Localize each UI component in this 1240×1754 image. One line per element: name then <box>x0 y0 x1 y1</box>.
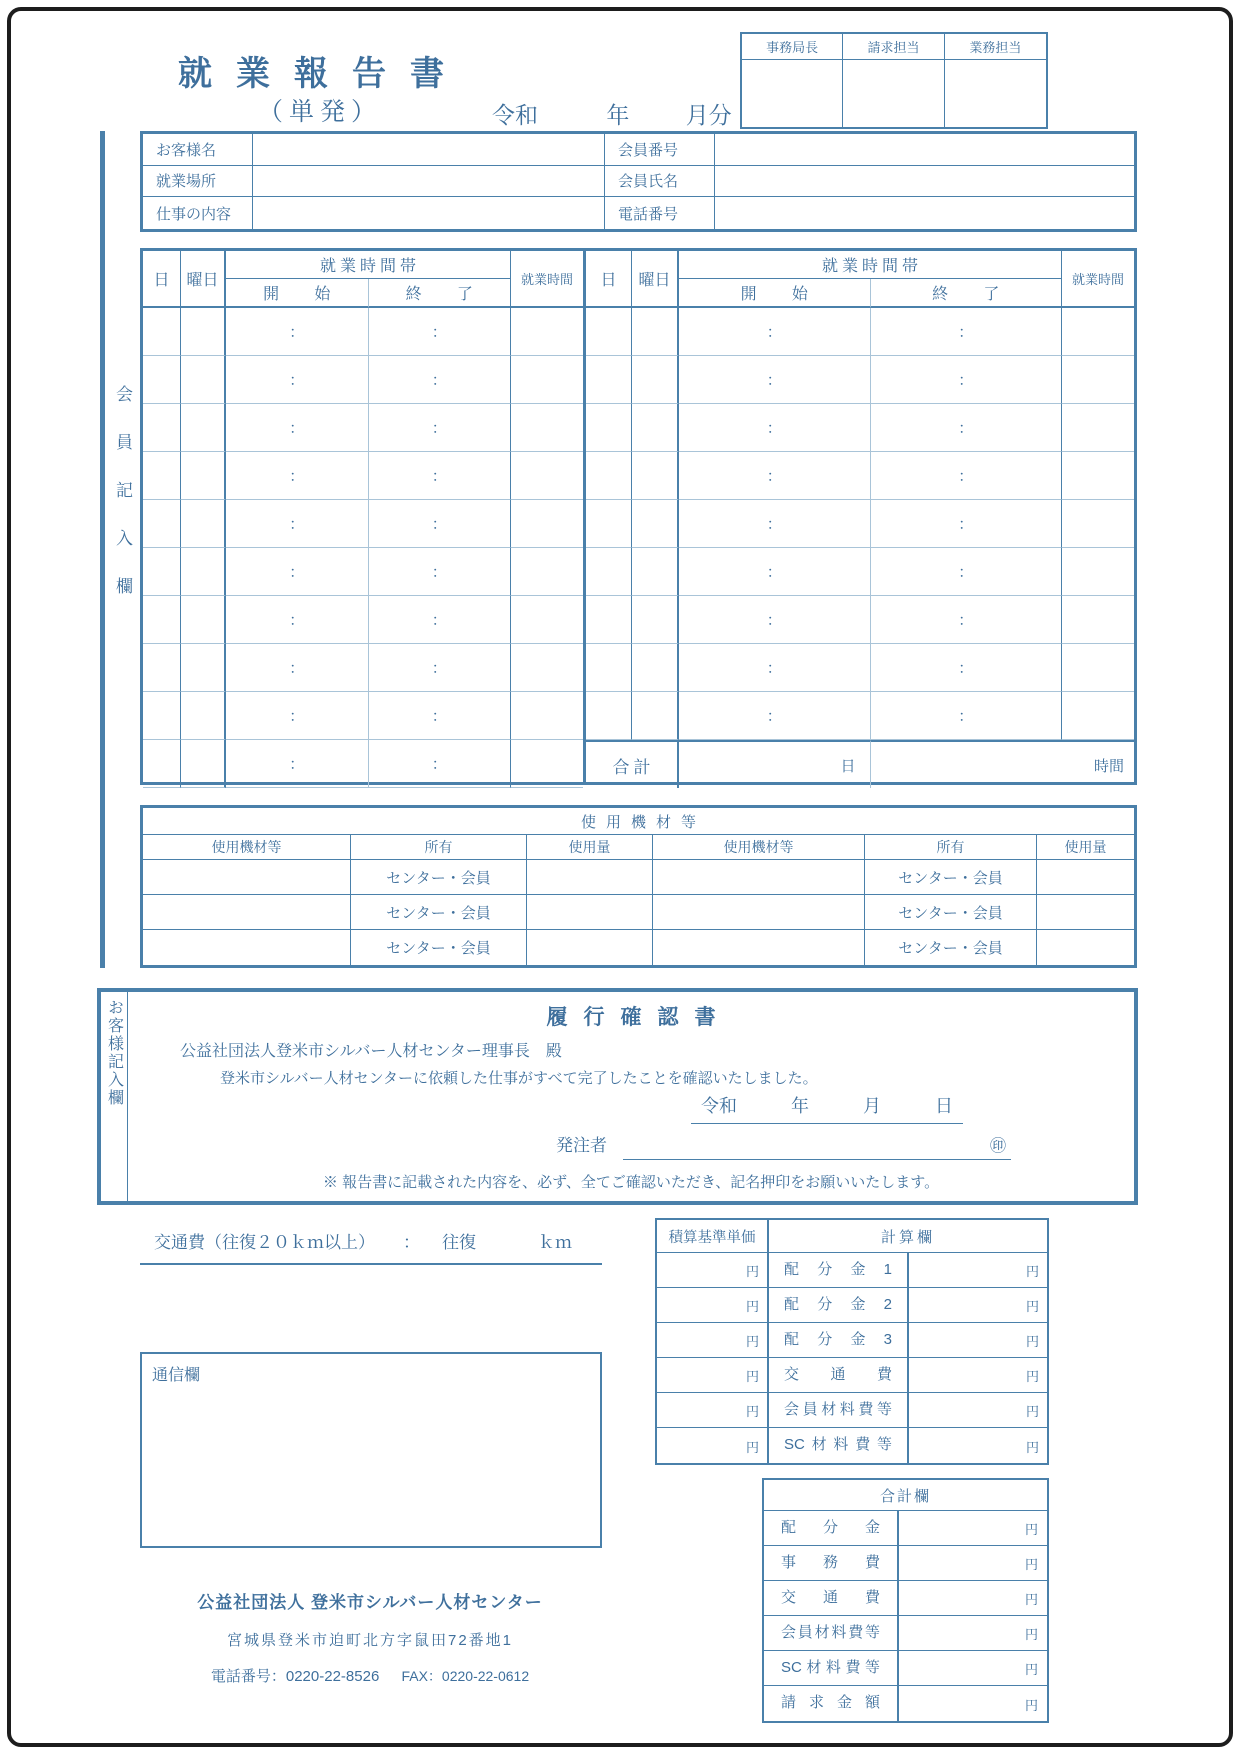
ownership-option[interactable]: センター・会員 <box>865 860 1037 895</box>
equipment-table-title: 使用機材等 <box>143 808 1134 835</box>
time-weekday-cell[interactable] <box>181 404 226 452</box>
stamp-header-billing: 請求担当 <box>843 34 944 60</box>
time-table-right-half <box>583 251 1134 782</box>
equipment-usage-header: 使用量 <box>1037 835 1134 860</box>
stamp-header-secretary-general: 事務局長 <box>742 34 843 60</box>
time-hours-cell[interactable] <box>511 596 583 644</box>
calc-row-label: 配分金2 <box>769 1288 909 1323</box>
ownership-option[interactable]: センター・会員 <box>351 930 527 965</box>
time-hours-cell[interactable] <box>511 740 583 788</box>
time-start-cell[interactable]: ： <box>226 500 369 548</box>
time-weekday-cell[interactable] <box>632 452 679 500</box>
time-weekday-cell[interactable] <box>181 500 226 548</box>
time-hours-cell[interactable] <box>511 452 583 500</box>
end-column-header: 終了 <box>369 279 512 308</box>
start-column-header: 開始 <box>226 279 369 308</box>
time-weekday-cell[interactable] <box>632 500 679 548</box>
time-end-cell[interactable]: ： <box>871 692 1063 740</box>
time-day-cell[interactable] <box>586 692 632 740</box>
unit-price-header: 積算基準単価 <box>657 1220 769 1253</box>
time-weekday-cell[interactable] <box>632 548 679 596</box>
total-row-label: 合計 <box>586 740 679 788</box>
time-start-cell[interactable]: ： <box>679 500 871 548</box>
time-end-cell[interactable]: ： <box>871 356 1063 404</box>
time-weekday-cell[interactable] <box>632 644 679 692</box>
unit-price-yen-cell[interactable]: 円 <box>657 1288 769 1323</box>
ownership-option[interactable]: センター・会員 <box>351 895 527 930</box>
time-hours-cell[interactable] <box>1062 644 1134 692</box>
equipment-usage-cell[interactable] <box>527 930 653 965</box>
calc-row-label: 交通費 <box>769 1358 909 1393</box>
equipment-owner-header: 所有 <box>351 835 527 860</box>
member-number-label: 会員番号 <box>605 134 715 166</box>
time-weekday-cell[interactable] <box>181 308 226 356</box>
time-end-cell[interactable]: ： <box>369 644 512 692</box>
work-time-table <box>140 248 1137 785</box>
equipment-table <box>140 805 1137 968</box>
member-number-field[interactable] <box>715 134 1134 166</box>
phone-number-field[interactable] <box>715 197 1134 229</box>
time-day-cell[interactable] <box>143 596 181 644</box>
total-amount-yen-cell[interactable]: 円 <box>899 1581 1047 1616</box>
calc-row-label: SC材料費等 <box>769 1428 909 1463</box>
time-day-cell[interactable] <box>143 548 181 596</box>
orderer-signature-line[interactable] <box>623 1130 1011 1160</box>
time-weekday-cell[interactable] <box>632 356 679 404</box>
date-year-label: 年 <box>791 1096 809 1116</box>
time-end-cell[interactable]: ： <box>871 500 1063 548</box>
total-row-label: 会員材料費等 <box>764 1616 899 1651</box>
era-date-line <box>492 97 732 130</box>
equipment-name-cell[interactable] <box>653 895 865 930</box>
organization-address: 宮城県登米市迫町北方字鼠田72番地1 <box>226 1632 514 1649</box>
total-amount-yen-cell[interactable]: 円 <box>899 1511 1047 1546</box>
memo-box[interactable] <box>140 1352 602 1548</box>
member-name-label: 会員氏名 <box>605 166 715 198</box>
calc-amount-yen-cell[interactable]: 円 <box>909 1393 1047 1428</box>
unit-price-yen-cell[interactable]: 円 <box>657 1428 769 1463</box>
total-hours-unit[interactable]: 時間 <box>871 740 1135 788</box>
time-start-cell[interactable]: ： <box>226 644 369 692</box>
time-start-cell[interactable]: ： <box>679 404 871 452</box>
time-start-cell[interactable]: ： <box>679 548 871 596</box>
equipment-usage-cell[interactable] <box>1037 895 1134 930</box>
calculation-header: 計算欄 <box>769 1220 1047 1253</box>
total-row-label: 交通費 <box>764 1581 899 1616</box>
unit-price-yen-cell[interactable]: 円 <box>657 1323 769 1358</box>
equipment-owner-header: 所有 <box>865 835 1037 860</box>
phone-number: 電話番号：0220-22-8526 <box>210 1668 380 1685</box>
ownership-option[interactable]: センター・会員 <box>351 860 527 895</box>
time-hours-cell[interactable] <box>511 692 583 740</box>
organization-name: 公益社団法人 登米市シルバー人材センター <box>197 1593 543 1612</box>
roundtrip-label: 往復 <box>442 1233 476 1252</box>
time-band-header: 就業時間帯 <box>226 251 511 279</box>
time-day-cell[interactable] <box>586 644 632 692</box>
time-day-cell[interactable] <box>586 404 632 452</box>
calc-amount-yen-cell[interactable]: 円 <box>1025 1440 1039 1455</box>
time-day-cell[interactable] <box>143 308 181 356</box>
transport-fee-label: 交通費（往復２０ｋｍ以上） <box>154 1233 375 1252</box>
time-hours-cell[interactable] <box>1062 596 1134 644</box>
era-label: 令和 <box>492 102 538 128</box>
calc-amount-yen-cell[interactable]: 円 <box>909 1288 1047 1323</box>
time-day-cell[interactable] <box>586 596 632 644</box>
time-start-cell[interactable]: ： <box>226 740 369 788</box>
memo-box-label: 通信欄 <box>152 1367 201 1384</box>
time-hours-cell[interactable] <box>1062 500 1134 548</box>
time-end-cell[interactable]: ： <box>369 308 512 356</box>
time-day-cell[interactable] <box>143 356 181 404</box>
date-era-label: 令和 <box>701 1096 737 1116</box>
time-band-header: 就業時間帯 <box>679 251 1062 279</box>
customer-section-side-strip <box>101 992 128 1201</box>
time-weekday-cell[interactable] <box>632 596 679 644</box>
total-days-unit[interactable]: 日 <box>679 740 871 788</box>
time-start-cell[interactable]: ： <box>679 644 871 692</box>
customer-section-side-label: お客様記入欄 <box>105 999 123 1107</box>
time-day-cell[interactable] <box>143 404 181 452</box>
time-hours-cell[interactable] <box>1062 692 1134 740</box>
time-weekday-cell[interactable] <box>181 740 226 788</box>
time-day-cell[interactable] <box>143 644 181 692</box>
time-hours-cell[interactable] <box>1062 548 1134 596</box>
calc-amount-yen-cell[interactable]: 円 <box>909 1323 1047 1358</box>
equipment-name-cell[interactable] <box>653 860 865 895</box>
unit-price-yen-cell[interactable]: 円 <box>657 1253 769 1288</box>
time-end-cell[interactable]: ： <box>871 596 1063 644</box>
time-start-cell[interactable]: ： <box>679 308 871 356</box>
stamp-cell-secretary-general[interactable] <box>742 60 843 127</box>
equipment-name-cell[interactable] <box>653 930 865 965</box>
time-end-cell[interactable]: ： <box>369 452 512 500</box>
time-start-cell[interactable]: ： <box>226 452 369 500</box>
time-end-cell[interactable]: ： <box>369 404 512 452</box>
stamp-cell-billing[interactable] <box>843 60 944 127</box>
time-day-cell[interactable] <box>586 548 632 596</box>
time-end-cell[interactable]: ： <box>369 692 512 740</box>
time-start-cell[interactable]: ： <box>679 452 871 500</box>
calc-amount-yen-cell[interactable]: 円 <box>909 1358 1047 1393</box>
totals-table <box>762 1478 1049 1723</box>
time-weekday-cell[interactable] <box>632 308 679 356</box>
time-hours-cell[interactable] <box>511 500 583 548</box>
equipment-usage-header: 使用量 <box>527 835 653 860</box>
time-end-cell[interactable]: ： <box>871 548 1063 596</box>
time-end-cell[interactable]: ： <box>369 596 512 644</box>
stamp-header-operations: 業務担当 <box>945 34 1046 60</box>
time-end-cell[interactable]: ： <box>871 404 1063 452</box>
time-start-cell[interactable]: ： <box>226 548 369 596</box>
unit-price-yen-cell[interactable]: 円 <box>657 1393 769 1428</box>
confirmation-note: ※ 報告書に記載された内容を、必ず、全てご確認いただき、記名押印をお願いいたします。 <box>322 1174 940 1191</box>
time-weekday-cell[interactable] <box>181 692 226 740</box>
time-table-left-half <box>143 251 583 782</box>
time-start-cell[interactable]: ： <box>679 596 871 644</box>
total-amount-yen-cell[interactable]: 円 <box>899 1651 1047 1686</box>
time-day-cell[interactable] <box>143 692 181 740</box>
time-weekday-cell[interactable] <box>181 548 226 596</box>
time-weekday-cell[interactable] <box>181 356 226 404</box>
equipment-usage-cell[interactable] <box>527 895 653 930</box>
time-weekday-cell[interactable] <box>181 644 226 692</box>
total-row-label: 請求金額 <box>764 1686 899 1721</box>
totals-header: 合計欄 <box>764 1480 1047 1511</box>
confirmation-statement: 登米市シルバー人材センターに依頼した仕事がすべて完了したことを確認いたしました。 <box>220 1070 818 1087</box>
work-place-label: 就業場所 <box>143 166 253 198</box>
orderer-label: 発注者 <box>556 1136 607 1155</box>
equipment-name-header: 使用機材等 <box>653 835 865 860</box>
calc-row-label: 会員材料費等 <box>769 1393 909 1428</box>
equipment-name-header: 使用機材等 <box>143 835 351 860</box>
phone-number-label: 電話番号 <box>605 197 715 229</box>
time-hours-cell[interactable] <box>511 356 583 404</box>
time-hours-cell[interactable] <box>511 308 583 356</box>
time-day-cell[interactable] <box>586 308 632 356</box>
member-section-side-strip <box>100 131 140 968</box>
calc-row-label: 配分金1 <box>769 1253 909 1288</box>
time-end-cell[interactable]: ： <box>369 500 512 548</box>
ownership-option[interactable]: センター・会員 <box>865 895 1037 930</box>
seal-mark: ㊞ <box>989 1138 1006 1155</box>
time-weekday-cell[interactable] <box>181 452 226 500</box>
confirmation-title: 履行確認書 <box>546 1006 732 1029</box>
member-entry-section <box>100 131 1137 968</box>
day-column-header: 日 <box>586 251 632 308</box>
time-day-cell[interactable] <box>143 740 181 788</box>
time-start-cell[interactable]: ： <box>226 596 369 644</box>
time-end-cell[interactable]: ： <box>871 308 1063 356</box>
confirmation-addressee: 公益社団法人登米市シルバー人材センター理事長 殿 <box>180 1043 562 1060</box>
time-day-cell[interactable] <box>143 452 181 500</box>
equipment-name-cell[interactable] <box>143 895 351 930</box>
time-hours-cell[interactable] <box>511 644 583 692</box>
orderer-signature-row <box>556 1130 1011 1160</box>
year-label[interactable]: 年 <box>606 102 630 128</box>
job-info-table <box>140 131 1137 232</box>
time-hours-cell[interactable] <box>511 548 583 596</box>
page-subtitle: （単発） <box>258 98 383 126</box>
equipment-usage-cell[interactable] <box>1037 860 1134 895</box>
member-section-side-label: 会員記入欄 <box>113 385 132 625</box>
time-end-cell[interactable]: ： <box>369 740 512 788</box>
transport-fee-line <box>140 1228 602 1265</box>
time-end-cell[interactable]: ： <box>871 452 1063 500</box>
time-weekday-cell[interactable] <box>632 692 679 740</box>
month-label[interactable]: 月分 <box>685 102 732 128</box>
calculation-table <box>655 1218 1049 1465</box>
customer-name-label: お客様名 <box>143 134 253 166</box>
equipment-usage-cell[interactable] <box>527 860 653 895</box>
work-description-field[interactable] <box>253 197 605 229</box>
total-row-label: 事務費 <box>764 1546 899 1581</box>
day-column-header: 日 <box>143 251 181 308</box>
unit-price-yen-cell[interactable]: 円 <box>657 1358 769 1393</box>
time-day-cell[interactable] <box>586 356 632 404</box>
time-start-cell[interactable]: ： <box>679 356 871 404</box>
organization-contact <box>130 1665 610 1686</box>
time-start-cell[interactable]: ： <box>226 356 369 404</box>
calc-row-label: 配分金3 <box>769 1323 909 1358</box>
time-start-cell[interactable]: ： <box>226 692 369 740</box>
hours-column-header: 就業時間 <box>1062 251 1134 308</box>
km-unit-label[interactable]: ｋｍ <box>538 1233 572 1252</box>
member-name-field[interactable] <box>715 166 1134 198</box>
stamp-cell-operations[interactable] <box>945 60 1046 127</box>
time-end-cell[interactable]: ： <box>369 356 512 404</box>
confirmation-content <box>128 992 1134 1201</box>
time-day-cell[interactable] <box>143 500 181 548</box>
time-end-cell[interactable]: ： <box>369 548 512 596</box>
total-amount-yen-cell[interactable]: 円 <box>1024 1698 1038 1713</box>
weekday-column-header: 曜日 <box>632 251 679 308</box>
time-day-cell[interactable] <box>586 500 632 548</box>
time-hours-cell[interactable] <box>1062 452 1134 500</box>
weekday-column-header: 曜日 <box>181 251 226 308</box>
ownership-option[interactable]: センター・会員 <box>865 930 1037 965</box>
hours-column-header: 就業時間 <box>511 251 583 308</box>
date-month-label: 月 <box>863 1096 881 1116</box>
start-column-header: 開始 <box>679 279 871 308</box>
time-hours-cell[interactable] <box>1062 308 1134 356</box>
footer <box>130 1588 610 1686</box>
time-day-cell[interactable] <box>586 452 632 500</box>
customer-name-field[interactable] <box>253 134 605 166</box>
member-section-content <box>140 131 1137 968</box>
total-row-label: SC材料費等 <box>764 1651 899 1686</box>
date-day-label: 日 <box>935 1096 953 1116</box>
calc-amount-yen-cell[interactable]: 円 <box>909 1253 1047 1288</box>
page-title: 就業報告書 <box>178 55 468 93</box>
equipment-usage-cell[interactable] <box>1037 930 1134 965</box>
time-weekday-cell[interactable] <box>632 404 679 452</box>
time-start-cell[interactable]: ： <box>226 308 369 356</box>
total-amount-yen-cell[interactable]: 円 <box>899 1616 1047 1651</box>
work-place-field[interactable] <box>253 166 605 198</box>
equipment-name-cell[interactable] <box>143 930 351 965</box>
end-column-header: 終了 <box>871 279 1063 308</box>
time-start-cell[interactable]: ： <box>226 404 369 452</box>
transport-colon: ： <box>403 1233 420 1252</box>
time-hours-cell[interactable] <box>511 404 583 452</box>
time-weekday-cell[interactable] <box>181 596 226 644</box>
total-amount-yen-cell[interactable]: 円 <box>899 1546 1047 1581</box>
approval-stamp-table <box>740 32 1048 129</box>
work-description-label: 仕事の内容 <box>143 197 253 229</box>
time-start-cell[interactable]: ： <box>679 692 871 740</box>
time-end-cell[interactable]: ： <box>871 644 1063 692</box>
customer-entry-section <box>97 988 1138 1205</box>
time-hours-cell[interactable] <box>1062 404 1134 452</box>
total-row-label: 配分金 <box>764 1511 899 1546</box>
time-hours-cell[interactable] <box>1062 356 1134 404</box>
confirmation-date-line[interactable] <box>691 1092 963 1124</box>
fax-number: FAX：0220-22-0612 <box>401 1668 530 1684</box>
equipment-name-cell[interactable] <box>143 860 351 895</box>
